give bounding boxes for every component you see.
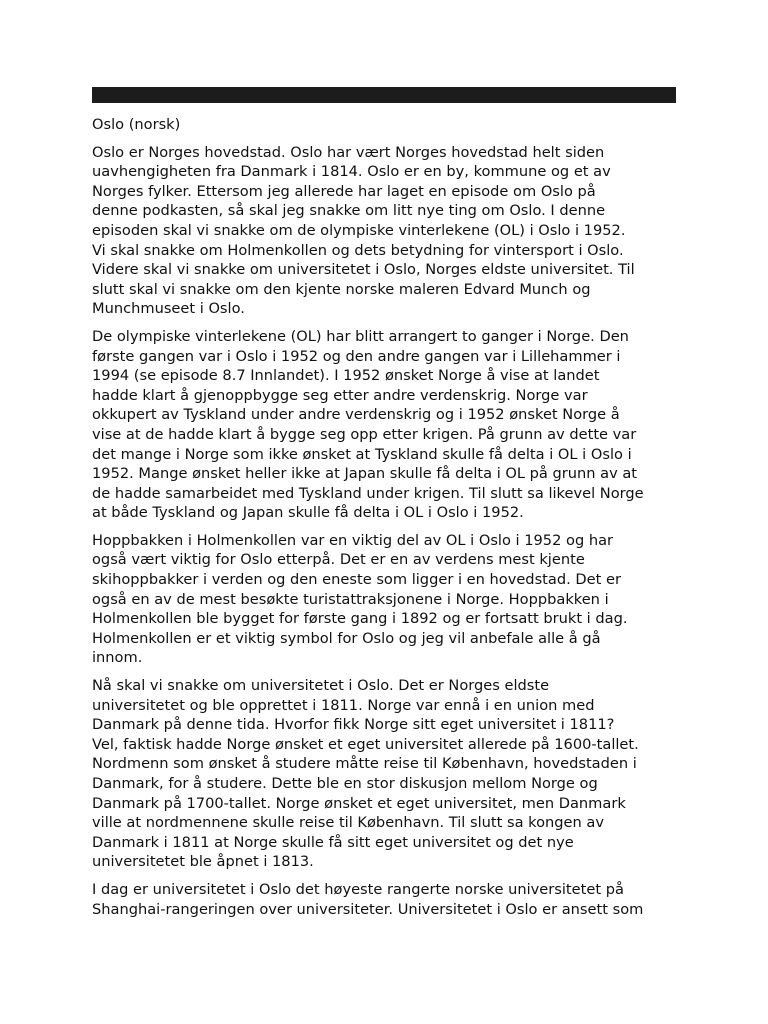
text-line: de hadde samarbeidet med Tyskland under krigen. Til slutt sa likevel Norge xyxy=(92,484,644,502)
text-line: slutt skal vi snakke om den kjente norske maleren Edvard Munch og xyxy=(92,280,591,298)
paragraph xyxy=(92,327,676,523)
document-title: Oslo (norsk) xyxy=(92,116,181,133)
text-line: Holmenkollen ble bygget for første gang i 1892 og er fortsatt brukt i dag. xyxy=(92,610,628,628)
text-line: Oslo er Norges hovedstad. Oslo har vært Norges hovedstad helt siden xyxy=(92,143,605,161)
text-line: uavhengigheten fra Danmark i 1814. Oslo er en by, kommune og et av xyxy=(92,163,611,181)
text-line: 1952. Mange ønsket heller ikke at Japan skulle få delta i OL på grunn av at xyxy=(92,465,638,483)
text-line: Nordmenn som ønsket å studere måtte reise til København, hovedstaden i xyxy=(92,755,637,773)
header-bar xyxy=(92,87,676,103)
paragraph xyxy=(92,676,676,872)
text-line: Holmenkollen er et viktig symbol for Oslo og jeg vil anbefale alle å gå xyxy=(92,629,601,647)
text-line: Videre skal vi snakke om universitetet i Oslo, Norges eldste universitet. Til xyxy=(92,261,635,279)
text-line: Munchmuseet i Oslo. xyxy=(92,300,245,318)
text-line: Shanghai-rangeringen over universiteter. Universitetet i Oslo er ansett som xyxy=(92,900,644,918)
paragraph xyxy=(92,531,676,668)
text-line: denne podkasten, så skal jeg snakke om litt nye ting om Oslo. I denne xyxy=(92,202,606,220)
text-line: Danmark, for å studere. Dette ble en stor diskusjon mellom Norge og xyxy=(92,775,598,792)
text-line: universitetet og ble opprettet i 1811. Norge var ennå i en union med xyxy=(92,696,595,714)
paragraph xyxy=(92,143,676,319)
text-line: det mange i Norge som ikke ønsket at Tyskland skulle få delta i OL i Oslo i xyxy=(92,445,632,463)
text-line: De olympiske vinterlekene (OL) har blitt arrangert to ganger i Norge. Den xyxy=(92,327,629,345)
text-line: I dag er universitetet i Oslo det høyeste rangerte norske universitetet på xyxy=(92,880,624,898)
text-line: også vært viktig for Oslo etterpå. Det er en av verdens mest kjente xyxy=(92,551,585,569)
text-line: Danmark på denne tida. Hvorfor fikk Norge sitt eget universitet i 1811? xyxy=(92,716,615,734)
text-line: Danmark på 1700-tallet. Norge ønsket et eget universitet, men Danmark xyxy=(92,794,626,812)
text-line: første gangen var i Oslo i 1952 og den andre gangen var i Lillehammer i xyxy=(92,347,621,365)
paragraph xyxy=(92,880,676,919)
document-page xyxy=(92,87,676,919)
text-line: universitetet ble åpnet i 1813. xyxy=(92,853,314,871)
text-line: også en av de mest besøkte turistattraksjonene i Norge. Hoppbakken i xyxy=(92,590,609,608)
text-line: Vi skal snakke om Holmenkollen og dets betydning for vintersport i Oslo. xyxy=(92,241,624,259)
text-line: hadde klart å gjenoppbygge seg etter andre verdenskrig. Norge var xyxy=(92,386,588,404)
text-line: 1994 (se episode 8.7 Innlandet). I 1952 ønsket Norge å vise at landet xyxy=(92,367,600,385)
text-line: skihoppbakker i verden og den eneste som ligger i en hovedstad. Det er xyxy=(92,571,621,589)
text-line: okkupert av Tyskland under andre verdenskrig og i 1952 ønsket Norge å xyxy=(92,406,620,424)
text-line: Danmark i 1811 at Norge skulle få sitt eget universitet og det nye xyxy=(92,833,574,851)
text-line: Hoppbakken i Holmenkollen var en viktig del av OL i Oslo i 1952 og har xyxy=(92,531,614,549)
text-line: episoden skal vi snakke om de olympiske vinterlekene (OL) i Oslo i 1952. xyxy=(92,221,626,239)
text-line: Nå skal vi snakke om universitetet i Oslo. Det er Norges eldste xyxy=(92,677,550,695)
text-line: at både Tyskland og Japan skulle få delta i OL i Oslo i 1952. xyxy=(92,504,524,522)
text-line: ville at nordmennene skulle reise til København. Til slutt sa kongen av xyxy=(92,814,604,832)
text-line: vise at de hadde klart å bygge seg opp etter krigen. På grunn av dette var xyxy=(92,425,637,443)
text-line: Vel, faktisk hadde Norge ønsket et eget universitet allerede på 1600-tallet. xyxy=(92,735,639,753)
text-line: Norges fylker. Ettersom jeg allerede har laget en episode om Oslo på xyxy=(92,182,596,200)
document-body xyxy=(92,143,676,920)
text-line: innom. xyxy=(92,649,143,667)
